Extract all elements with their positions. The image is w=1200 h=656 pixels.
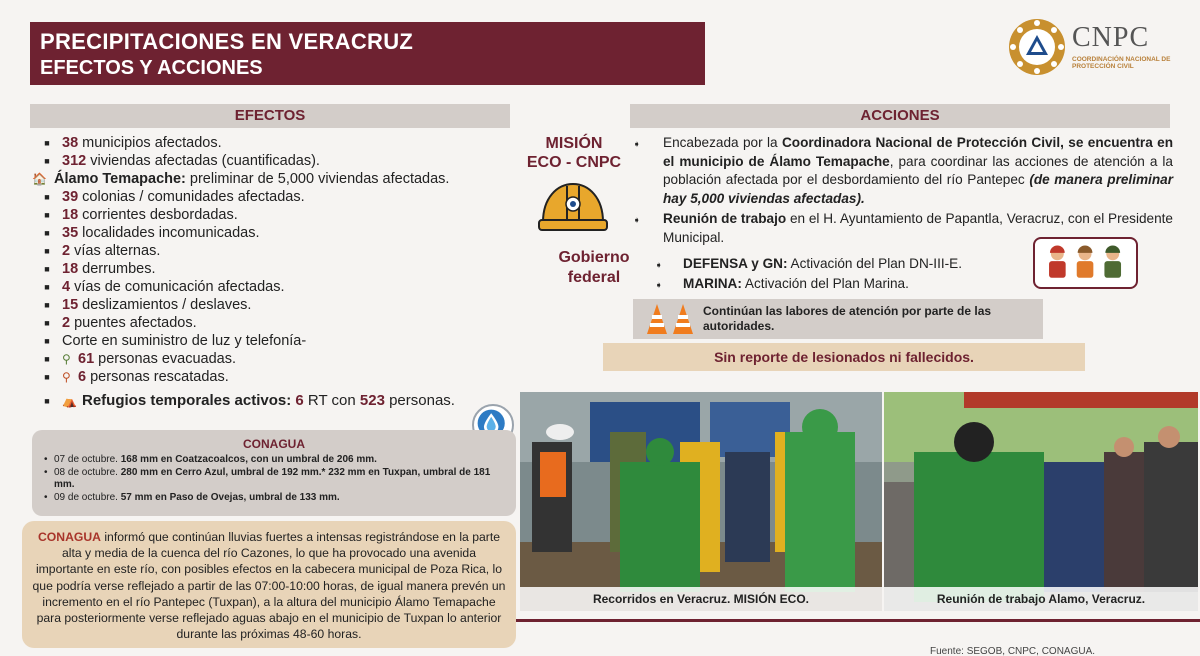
hard-hat-icon: [537, 178, 609, 234]
refugios-row: ■ ⛺ Refugios temporales activos: 6 RT con 523 personas.: [32, 392, 502, 410]
bullet-icon: ■: [44, 228, 50, 238]
bullet-icon: •: [44, 466, 48, 478]
acciones-header: ACCIONES: [630, 104, 1170, 128]
list-item: ■ 35 localidades incomunicadas.: [32, 224, 502, 242]
person-walking-icon: ⚲: [62, 352, 71, 366]
bullet-icon: ■: [44, 336, 50, 346]
photo-caption: Reunión de trabajo Alamo, Veracruz.: [884, 587, 1198, 611]
bullet-icon: •: [44, 491, 48, 503]
bullet-icon: ➧: [633, 215, 641, 225]
list-item: • 07 de octubre. 168 mm en Coatzacoalcos, con un umbral de 206 mm.: [44, 454, 377, 465]
photo-reunion: [884, 392, 1198, 611]
list-item: ■ 4 vías de comunicación afectadas.: [32, 278, 502, 296]
bullet-icon: ■: [44, 300, 50, 310]
list-item: ■ Corte en suministro de luz y telefonía-: [32, 332, 502, 350]
continuan-labores-box: Continúan las labores de atención por parte de las autoridades.: [633, 299, 1043, 339]
bullet-icon: ■: [44, 282, 50, 292]
person-rescue-icon: ⚲: [62, 370, 71, 384]
bullet-icon: ➧: [655, 260, 663, 270]
conagua-precipitation-box: [32, 430, 516, 516]
list-item: • 08 de octubre. 280 mm en Cerro Azul, umbral de 192 mm.* 232 mm en Tuxpan, umbral de 181 mm.: [44, 466, 491, 490]
list-item: ➧ MARINA: Activación del Plan Marina.: [655, 275, 1173, 295]
sin-reporte-banner: Sin reporte de lesionados ni fallecidos.: [603, 343, 1085, 371]
list-item: ➧ Encabezada por la Coordinadora Nacional de Protección Civil, se encuentra en el municipio de Álamo Temapache, para coordinar las acciones de atención a la población afectada por el desbordamiento del río Pantepec (de manera preliminar hay 5,000 viviendas afectadas).: [633, 134, 1173, 208]
list-item: ➧ DEFENSA y GN: Activación del Plan DN-III-E.: [655, 255, 1173, 275]
conagua-header: CONAGUA: [243, 437, 305, 451]
bullet-icon: •: [44, 454, 48, 465]
bullet-icon: ■: [44, 210, 50, 220]
page-subtitle: EFECTOS Y ACCIONES: [40, 57, 263, 79]
bullet-icon: ■: [44, 396, 50, 406]
bullet-icon: ■: [44, 318, 50, 328]
list-item: ■ 2 puentes afectados.: [32, 314, 502, 332]
responders-icon-box: [1033, 237, 1138, 289]
responders-icon: [1035, 239, 1136, 287]
photo-caption: Recorridos en Veracruz. MISIÓN ECO.: [520, 587, 882, 611]
bullet-icon: ■: [44, 372, 50, 382]
list-item: ■ 18 derrumbes.: [32, 260, 502, 278]
list-item: ■ 18 corrientes desbordadas.: [32, 206, 502, 224]
source-footer: Fuente: SEGOB, CNPC, CONAGUA.: [930, 646, 1096, 656]
evacuadas-row: ■ ⚲ 61 personas evacuadas.: [32, 350, 502, 368]
house-icon: 🏠: [32, 172, 47, 186]
protection-civil-emblem-icon: [1008, 18, 1066, 76]
bullet-icon: ➧: [655, 279, 663, 290]
bullet-icon: ■: [44, 246, 50, 256]
list-item: ■ 39 colonias / comunidades afectadas.: [32, 188, 502, 206]
mision-eco-label: MISIÓN ECO - CNPC: [526, 135, 622, 171]
traffic-cones-icon: [643, 302, 699, 336]
bullet-icon: ■: [44, 192, 50, 202]
logo-subtitle: COORDINACIÓN NACIONAL DE PROTECCIÓN CIVIL: [1072, 56, 1171, 70]
photo-recorridos: [520, 392, 882, 611]
title-banner: [30, 22, 705, 85]
rescatadas-row: ■ ⚲ 6 personas rescatadas.: [32, 368, 502, 386]
alamo-temapache-row: 🏠 Álamo Temapache: preliminar de 5,000 viviendas afectadas.: [32, 171, 450, 187]
list-item: ■ 15 deslizamientos / deslaves.: [32, 296, 502, 314]
page-title: PRECIPITACIONES EN VERACRUZ: [40, 29, 414, 54]
bullet-icon: ■: [44, 138, 50, 148]
divider: [516, 619, 1200, 622]
logo-name: CNPC: [1072, 22, 1150, 53]
bullet-icon: ■: [44, 354, 50, 364]
list-item: ■ 312 viviendas afectadas (cuantificadas).: [32, 152, 502, 170]
gobierno-federal-label: Gobierno federal: [558, 249, 630, 286]
bullet-icon: ➧: [633, 139, 641, 149]
cnpc-logo: [1008, 18, 1188, 76]
list-item: ➧ Reunión de trabajo en el H. Ayuntamiento de Papantla, Veracruz, con el Presidente Municipal.: [633, 210, 1173, 247]
conagua-rain-note: CONAGUA informó que continúan lluvias fuertes a intensas registrándose en la parte alta y media de la cuenca del río Cazones, lo que ha provocado una avenida importante en este río, con posibles efectos en la cabecera municipal de Poza Rica, lo que podría verse reflejado a partir de las 07:00-10:00 horas, de igual manera prevén un incremento en el río Pantepec (Tuxpan), a la altura del municipio Álamo Temapache para posteriormente verse reflejado aguas abajo en el municipio de Tuxpan lo anterior durante las próximas 48-60 horas.: [22, 521, 516, 648]
efectos-header: EFECTOS: [30, 104, 510, 128]
bullet-icon: ■: [44, 264, 50, 274]
efectos-list: [32, 134, 502, 410]
list-item: ■ 2 vías alternas.: [32, 242, 502, 260]
list-item: • 09 de octubre. 57 mm en Paso de Ovejas, umbral de 133 mm.: [44, 491, 340, 503]
shelter-icon: ⛺: [62, 394, 77, 408]
list-item: ■ 38 municipios afectados.: [32, 134, 502, 152]
bullet-icon: ■: [44, 156, 50, 166]
